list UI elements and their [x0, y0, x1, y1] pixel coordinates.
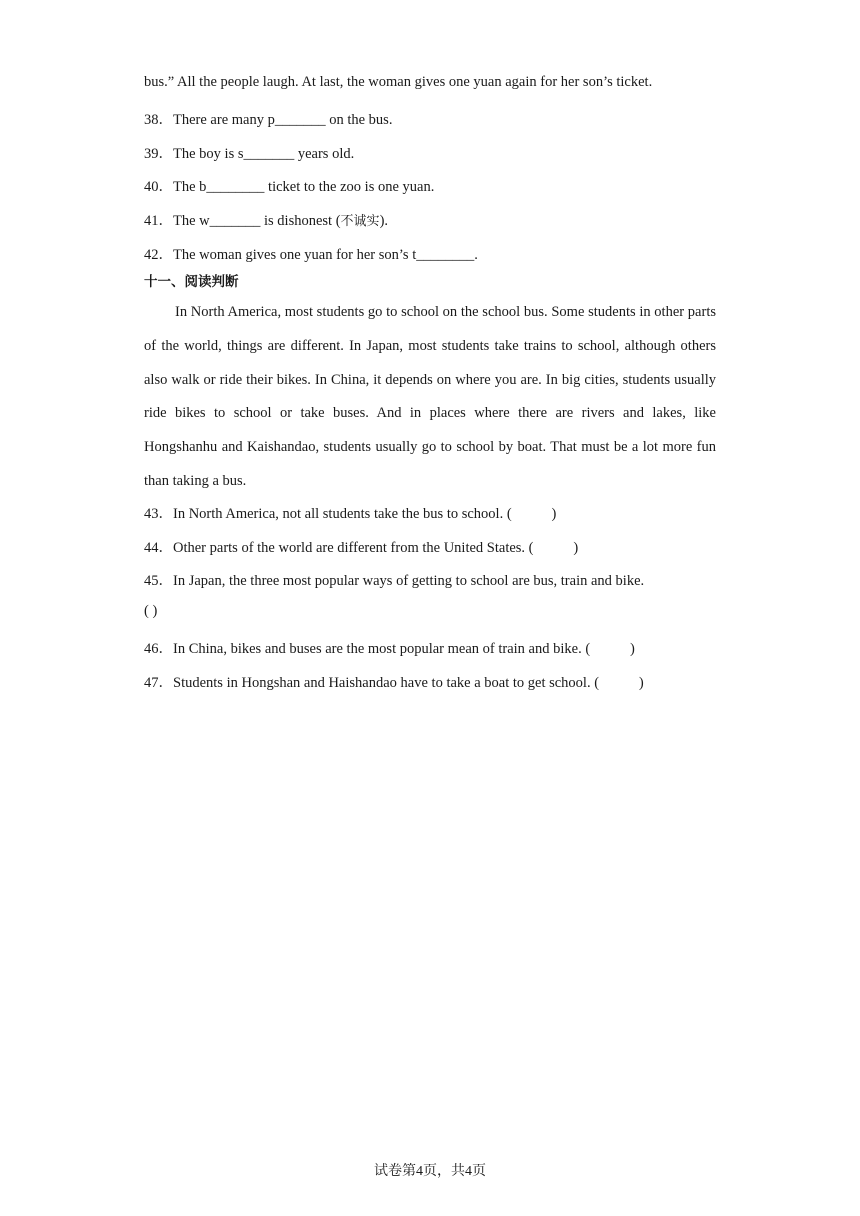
question-45-answer-bracket: ( ) [144, 603, 158, 619]
question-text: In North America, not all students take the bus to school. ( ) [173, 506, 557, 522]
question-text: The boy is s_______ years old. [173, 146, 355, 162]
question-47 [144, 671, 644, 692]
question-number: 44． [144, 540, 173, 556]
question-text: The b________ ticket to the zoo is one yuan. [173, 179, 435, 195]
question-text-end: ). [379, 213, 389, 229]
question-text: In Japan, the three most popular ways of getting to school are bus, train and bike. [173, 573, 645, 589]
question-number: 41． [144, 213, 173, 229]
question-number: 47． [144, 675, 173, 691]
question-text: Students in Hongshan and Haishandao have to take a boat to get school. ( ) [173, 675, 644, 691]
question-number: 38． [144, 112, 173, 128]
question-text: The w_______ is dishonest ( [173, 213, 341, 229]
chinese-gloss: 不诚实 [340, 214, 380, 229]
question-40 [144, 175, 434, 196]
question-text: The woman gives one yuan for her son’s t________. [173, 247, 478, 263]
question-text: There are many p_______ on the bus. [173, 112, 393, 128]
question-number: 46． [144, 641, 173, 657]
question-42 [144, 243, 478, 264]
question-38 [144, 108, 392, 129]
question-46 [144, 637, 635, 658]
question-number: 45． [144, 573, 173, 589]
page-footer: 试卷第4页，共4页 [374, 1164, 486, 1179]
question-43 [144, 502, 556, 523]
question-39 [144, 142, 354, 163]
question-text: Other parts of the world are different from the United States. ( ) [173, 540, 579, 556]
question-41 [144, 209, 388, 230]
question-text: In China, bikes and buses are the most popular mean of train and bike. ( ) [173, 641, 635, 657]
question-44 [144, 536, 578, 557]
question-number: 42． [144, 247, 173, 263]
section-heading: 十一、阅读判断 [144, 274, 239, 290]
question-number: 39． [144, 146, 173, 162]
question-number: 43． [144, 506, 173, 522]
reading-passage: In North America, most students go to school on the school bus. Some students in other parts of the world, things are different. In Japan, most students take trains to school, although others also walk or ride their bikes. In China, it depends on where you are. In big cities, students usually ride bikes to school or take buses. And in places where there are rivers and lakes, like Hongshanhu and Kaishandao, students usually go to school by boat. That must be a lot more fun than taking a bus. [144, 304, 716, 489]
question-45 [144, 569, 644, 590]
question-number: 40． [144, 179, 173, 195]
passage-continuation-line: bus.” All the people laugh. At last, the woman gives one yuan again for her son’s ticket. [144, 74, 653, 90]
